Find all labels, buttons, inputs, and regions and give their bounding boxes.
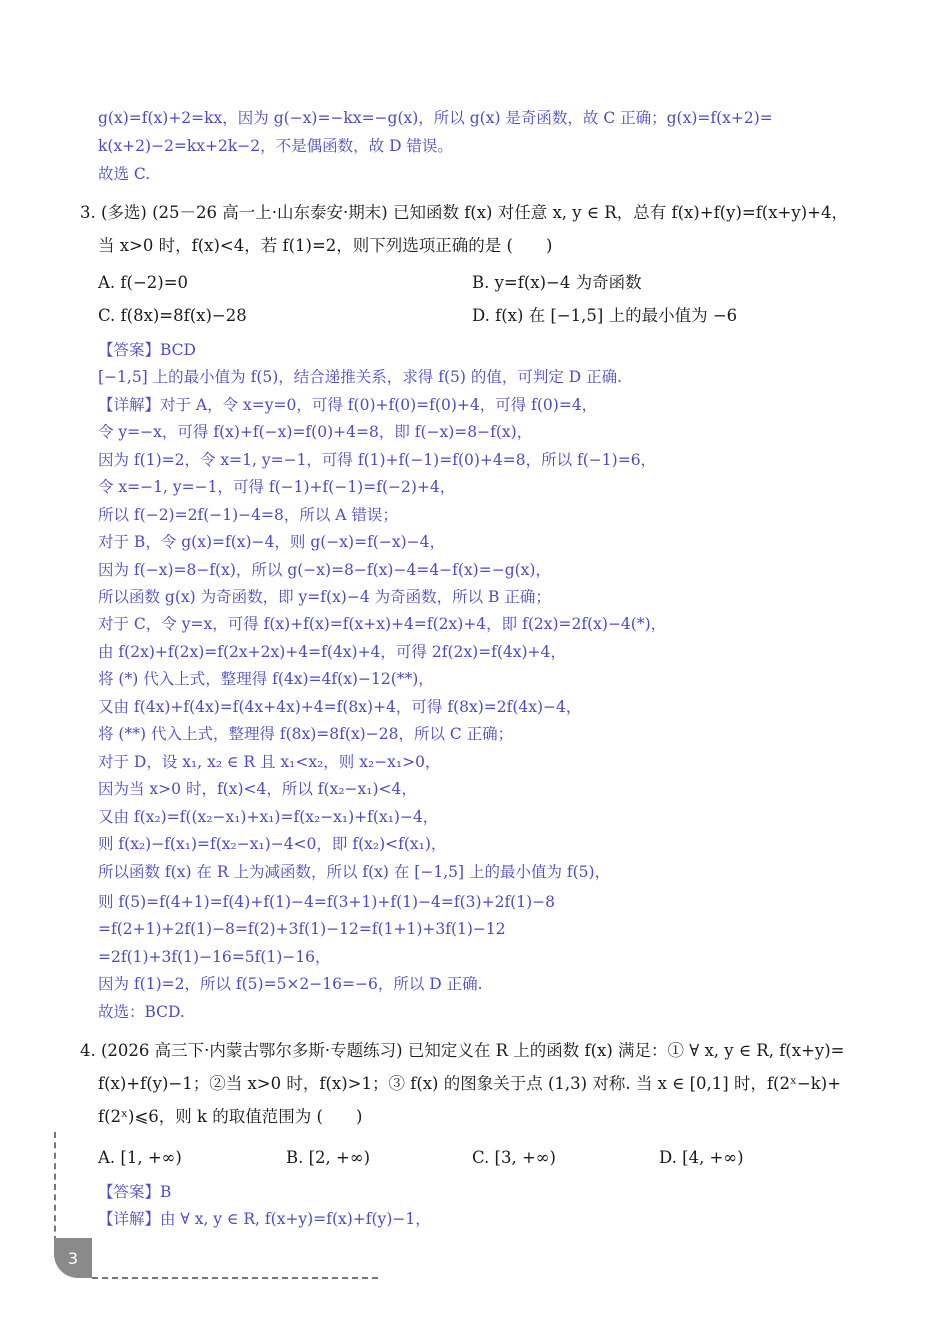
q3-solution-line: 对于 C，令 y=x，可得 f(x)+f(x)=f(x+x)+4=f(2x)+4，即 f(2x)=2f(x)−4(*)， (98, 615, 667, 633)
q4-stem-line: f(x)+f(y)−1；②当 x>0 时，f(x)>1；③ f(x) 的图象关于点 (1,3) 对称. 当 x ∈ [0,1] 时，f(2ˣ−k)+ (98, 1074, 842, 1093)
q3-solution-line: 又由 f(x₂)=f((x₂−x₁)+x₁)=f(x₂−x₁)+f(x₁)−4， (98, 808, 439, 826)
q3-solution-line: 因为当 x>0 时，f(x)<4，所以 f(x₂−x₁)<4， (98, 780, 417, 798)
q3-solution-line: 令 y=−x，可得 f(x)+f(−x)=f(0)+4=8，即 f(−x)=8−f(x)， (98, 423, 533, 441)
q3-option-a: A. f(−2)=0 (98, 273, 189, 292)
q4-stem-line: f(2ˣ)⩽6，则 k 的取值范围为 ( ) (98, 1107, 363, 1126)
prev-solution-line: k(x+2)−2=kx+2k−2，不是偶函数，故 D 错误。 (98, 137, 453, 155)
q3-solution-line: 因为 f(1)=2，所以 f(5)=5×2−16=−6，所以 D 正确. (98, 975, 483, 993)
q3-solution-line: 所以 f(−2)=2f(−1)−4=8，所以 A 错误； (98, 506, 398, 524)
q3-solution-line: 所以函数 f(x) 在 R 上为减函数，所以 f(x) 在 [−1,5] 上的最小值为 f(5)， (98, 863, 611, 881)
page-number-tab (54, 1238, 92, 1278)
q3-stem-line: 3. (多选) (25－26 高一上·山东泰安·期末) 已知函数 f(x) 对任意 x, y ∈ R，总有 f(x)+f(y)=f(x+y)+4， (80, 203, 848, 222)
q3-solution-line: 将 (*) 代入上式，整理得 f(4x)=4f(x)−12(**)， (98, 670, 434, 688)
q3-solution-line: 所以函数 g(x) 为奇函数，即 y=f(x)−4 为奇函数，所以 B 正确； (98, 588, 551, 606)
q3-solution-line: 令 x=−1, y=−1，可得 f(−1)+f(−1)=f(−2)+4， (98, 478, 456, 496)
q3-solution-line: 又由 f(4x)+f(4x)=f(4x+4x)+4=f(8x)+4，可得 f(8x)=2f(4x)−4， (98, 698, 582, 716)
prev-solution-line: g(x)=f(x)+2=kx，因为 g(−x)=−kx=−g(x)，所以 g(x) 是奇函数，故 C 正确；g(x)=f(x+2)= (98, 109, 773, 127)
q4-option-a: A. [1, +∞) (98, 1148, 182, 1167)
q3-solution-line: 故选：BCD. (98, 1003, 185, 1021)
q4-solution-line: 【详解】由 ∀ x, y ∈ R, f(x+y)=f(x)+f(y)−1， (98, 1210, 431, 1228)
q3-answer: 【答案】BCD (98, 341, 196, 359)
q3-solution-line: 对于 D，设 x₁, x₂ ∈ R 且 x₁<x₂，则 x₂−x₁>0， (98, 753, 441, 771)
q3-solution-line: 因为 f(−x)=8−f(x)，所以 g(−x)=8−f(x)−4=4−f(x)=−g(x)， (98, 561, 551, 579)
q4-option-c: C. [3, +∞) (472, 1148, 556, 1167)
prev-solution-line: 故选 C. (98, 165, 151, 183)
q3-solution-line: [−1,5] 上的最小值为 f(5)，结合递推关系，求得 f(5) 的值，可判定 D 正确. (98, 368, 623, 386)
q3-solution-line: 将 (**) 代入上式，整理得 f(8x)=8f(x)−28，所以 C 正确； (98, 725, 514, 743)
q3-option-d: D. f(x) 在 [−1,5] 上的最小值为 −6 (472, 306, 738, 325)
q4-option-b: B. [2, +∞) (286, 1148, 371, 1167)
page-number: 3 (67, 1248, 79, 1268)
page-border-dashed-horizontal (92, 1277, 378, 1279)
q4-answer: 【答案】B (98, 1183, 172, 1201)
q4-stem-line: 4. (2026 高三下·内蒙古鄂尔多斯·专题练习) 已知定义在 R 上的函数 f(x) 满足：① ∀ x, y ∈ R, f(x+y)= (80, 1041, 845, 1060)
q3-solution-line: 则 f(5)=f(4+1)=f(4)+f(1)−4=f(3+1)+f(1)−4=f(3)+2f(1)−8 (98, 893, 555, 911)
q4-option-d: D. [4, +∞) (659, 1148, 744, 1167)
q3-solution-line: 由 f(2x)+f(2x)=f(2x+2x)+4=f(4x)+4，可得 2f(2x)=f(4x)+4， (98, 643, 566, 661)
page-border-dashed-vertical (54, 1132, 56, 1242)
q3-solution-line: =2f(1)+3f(1)−16=5f(1)−16， (98, 948, 331, 966)
q3-solution-line: =f(2+1)+2f(1)−8=f(2)+3f(1)−12=f(1+1)+3f(1)−12 (98, 920, 506, 938)
q3-solution-line: 对于 B，令 g(x)=f(x)−4，则 g(−x)=f(−x)−4， (98, 533, 445, 551)
q3-solution-line: 【详解】对于 A，令 x=y=0，可得 f(0)+f(0)=f(0)+4，可得 f(0)=4， (98, 396, 598, 414)
q3-solution-line: 则 f(x₂)−f(x₁)=f(x₂−x₁)−4<0，即 f(x₂)<f(x₁)， (98, 835, 447, 853)
q3-option-b: B. y=f(x)−4 为奇函数 (472, 273, 642, 292)
q3-stem-line: 当 x>0 时，f(x)<4，若 f(1)=2，则下列选项正确的是 ( ) (98, 236, 553, 255)
q3-option-c: C. f(8x)=8f(x)−28 (98, 306, 247, 325)
q3-solution-line: 因为 f(1)=2，令 x=1, y=−1，可得 f(1)+f(−1)=f(0)+4=8，所以 f(−1)=6， (98, 451, 657, 469)
